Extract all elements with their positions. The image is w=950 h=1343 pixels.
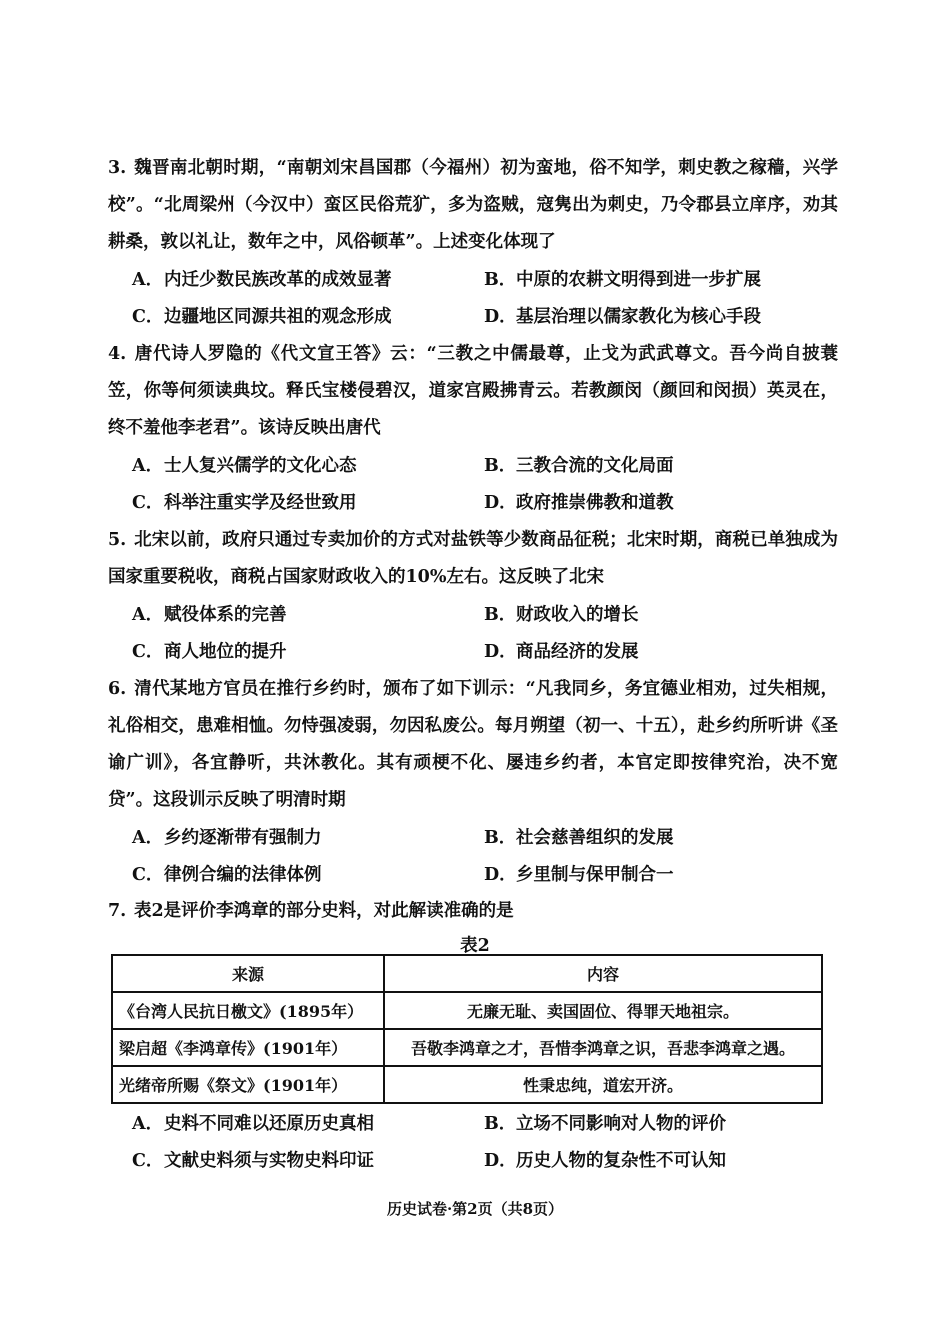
option-text: 边疆地区同源共祖的观念形成 bbox=[164, 307, 392, 327]
question-number: 7. bbox=[108, 901, 127, 921]
option-text: 乡约逐渐带有强制力 bbox=[164, 828, 322, 848]
option-letter: A． bbox=[132, 605, 164, 625]
option-letter: C． bbox=[132, 642, 164, 662]
option-text: 社会慈善组织的发展 bbox=[516, 828, 674, 848]
question-3-option-a[interactable] bbox=[132, 268, 392, 292]
question-3-option-b[interactable] bbox=[484, 268, 761, 292]
question-5-option-d[interactable] bbox=[484, 640, 639, 664]
option-letter: A． bbox=[132, 828, 164, 848]
question-text: 魏晋南北朝时期，“南朝刘宋昌国郡（今福州）初为蛮地，俗不知学，刺史教之稼穑，兴学校”。“北周梁州（今汉中）蛮区民俗荒犷，多为盗贼，寇隽出为刺史，乃令郡县立庠序，劝其耕桑，敦以礼让，数年之中，风俗顿革”。上述变化体现了 bbox=[108, 158, 838, 252]
question-6-option-d[interactable] bbox=[484, 863, 674, 887]
table-header-row bbox=[112, 955, 822, 992]
question-5-option-a[interactable] bbox=[132, 603, 287, 627]
table-cell-source: 《台湾人民抗日檄文》(1895年） bbox=[112, 992, 384, 1029]
question-4-option-b[interactable] bbox=[484, 454, 674, 478]
question-4-option-c[interactable] bbox=[132, 491, 357, 515]
option-text: 商人地位的提升 bbox=[164, 642, 287, 662]
table-caption: 表2 bbox=[460, 936, 490, 956]
question-7-option-a[interactable] bbox=[132, 1112, 374, 1136]
question-4-stem bbox=[108, 336, 838, 447]
option-letter: C． bbox=[132, 865, 164, 885]
question-5-option-b[interactable] bbox=[484, 603, 639, 627]
question-number: 6. bbox=[108, 679, 127, 699]
question-7-option-c[interactable] bbox=[132, 1149, 374, 1173]
table-cell-source: 梁启超《李鸿章传》(1901年） bbox=[112, 1029, 384, 1066]
question-text: 清代某地方官员在推行乡约时，颁布了如下训示：“凡我同乡，务宜德业相劝，过失相规，礼俗相交，患难相恤。勿恃强凌弱，勿因私废公。每月朔望（初一、十五），赴乡约所听讲《圣谕广训》，各宜静听，共沐教化。其有顽梗不化、屡违乡约者，本官定即按律究治，决不宽贷”。这段训示反映了明清时期 bbox=[108, 679, 838, 810]
option-letter: B． bbox=[484, 1114, 517, 1134]
option-text: 中原的农耕文明得到进一步扩展 bbox=[516, 270, 761, 290]
table-header-content: 内容 bbox=[384, 955, 822, 992]
page-footer: 历史试卷·第2页（共8页） bbox=[386, 1200, 564, 1218]
option-letter: D． bbox=[484, 1151, 517, 1171]
option-letter: A． bbox=[132, 456, 164, 476]
option-text: 士人复兴儒学的文化心态 bbox=[164, 456, 357, 476]
option-letter: C． bbox=[132, 1151, 164, 1171]
option-text: 乡里制与保甲制合一 bbox=[516, 865, 674, 885]
option-letter: A． bbox=[132, 270, 164, 290]
question-5-stem bbox=[108, 522, 838, 596]
table-header-source: 来源 bbox=[112, 955, 384, 992]
option-text: 史料不同难以还原历史真相 bbox=[164, 1114, 374, 1134]
question-3-option-c[interactable] bbox=[132, 305, 392, 329]
option-text: 三教合流的文化局面 bbox=[516, 456, 674, 476]
option-text: 文献史料须与实物史料印证 bbox=[164, 1151, 374, 1171]
option-letter: A． bbox=[132, 1114, 164, 1134]
question-number: 4. bbox=[108, 344, 127, 364]
question-7-option-b[interactable] bbox=[484, 1112, 726, 1136]
question-4-option-d[interactable] bbox=[484, 491, 674, 515]
option-letter: B． bbox=[484, 605, 517, 625]
question-6-option-c[interactable] bbox=[132, 863, 322, 887]
option-letter: D． bbox=[484, 642, 517, 662]
question-3-option-d[interactable] bbox=[484, 305, 761, 329]
table-row bbox=[112, 1029, 822, 1066]
option-text: 商品经济的发展 bbox=[516, 642, 639, 662]
question-6-option-b[interactable] bbox=[484, 826, 674, 850]
question-text: 唐代诗人罗隐的《代文宣王答》云：“三教之中儒最尊，止戈为武武尊文。吾今尚自披蓑笠，你等何须读典坟。释氏宝楼侵碧汉，道家宫殿拂青云。若教颜闵（颜回和闵损）英灵在，终不羞他李老君”。该诗反映出唐代 bbox=[108, 344, 838, 438]
question-7-stem bbox=[108, 893, 838, 930]
question-text: 北宋以前，政府只通过专卖加价的方式对盐铁等少数商品征税；北宋时期，商税已单独成为国家重要税收，商税占国家财政收入的10%左右。这反映了北宋 bbox=[108, 530, 838, 587]
option-text: 律例合编的法律体例 bbox=[164, 865, 322, 885]
question-number: 3. bbox=[108, 158, 127, 178]
option-text: 赋役体系的完善 bbox=[164, 605, 287, 625]
option-text: 基层治理以儒家教化为核心手段 bbox=[516, 307, 761, 327]
option-letter: B． bbox=[484, 456, 517, 476]
option-letter: D． bbox=[484, 493, 517, 513]
table-cell-content: 吾敬李鸿章之才，吾惜李鸿章之识，吾悲李鸿章之遇。 bbox=[384, 1029, 822, 1066]
question-3-stem bbox=[108, 150, 838, 261]
option-letter: C． bbox=[132, 307, 164, 327]
option-text: 政府推崇佛教和道教 bbox=[516, 493, 674, 513]
table-cell-source: 光绪帝所赐《祭文》(1901年） bbox=[112, 1066, 384, 1103]
question-6-stem bbox=[108, 671, 838, 819]
question-text: 表2是评价李鸿章的部分史料，对此解读准确的是 bbox=[134, 901, 514, 921]
question-6-option-a[interactable] bbox=[132, 826, 322, 850]
option-text: 财政收入的增长 bbox=[516, 605, 639, 625]
source-table bbox=[111, 954, 823, 1104]
option-text: 立场不同影响对人物的评价 bbox=[516, 1114, 726, 1134]
question-5-option-c[interactable] bbox=[132, 640, 287, 664]
option-letter: B． bbox=[484, 828, 517, 848]
option-letter: D． bbox=[484, 307, 517, 327]
option-letter: D． bbox=[484, 865, 517, 885]
option-text: 历史人物的复杂性不可认知 bbox=[516, 1151, 726, 1171]
question-number: 5. bbox=[108, 530, 127, 550]
question-4-option-a[interactable] bbox=[132, 454, 357, 478]
option-text: 内迁少数民族改革的成效显著 bbox=[164, 270, 392, 290]
option-letter: B． bbox=[484, 270, 517, 290]
option-text: 科举注重实学及经世致用 bbox=[164, 493, 357, 513]
table-cell-content: 性秉忠纯，道宏开济。 bbox=[384, 1066, 822, 1103]
table-cell-content: 无廉无耻、卖国固位、得罪天地祖宗。 bbox=[384, 992, 822, 1029]
table-row bbox=[112, 1066, 822, 1103]
option-letter: C． bbox=[132, 493, 164, 513]
table-row bbox=[112, 992, 822, 1029]
question-7-option-d[interactable] bbox=[484, 1149, 726, 1173]
